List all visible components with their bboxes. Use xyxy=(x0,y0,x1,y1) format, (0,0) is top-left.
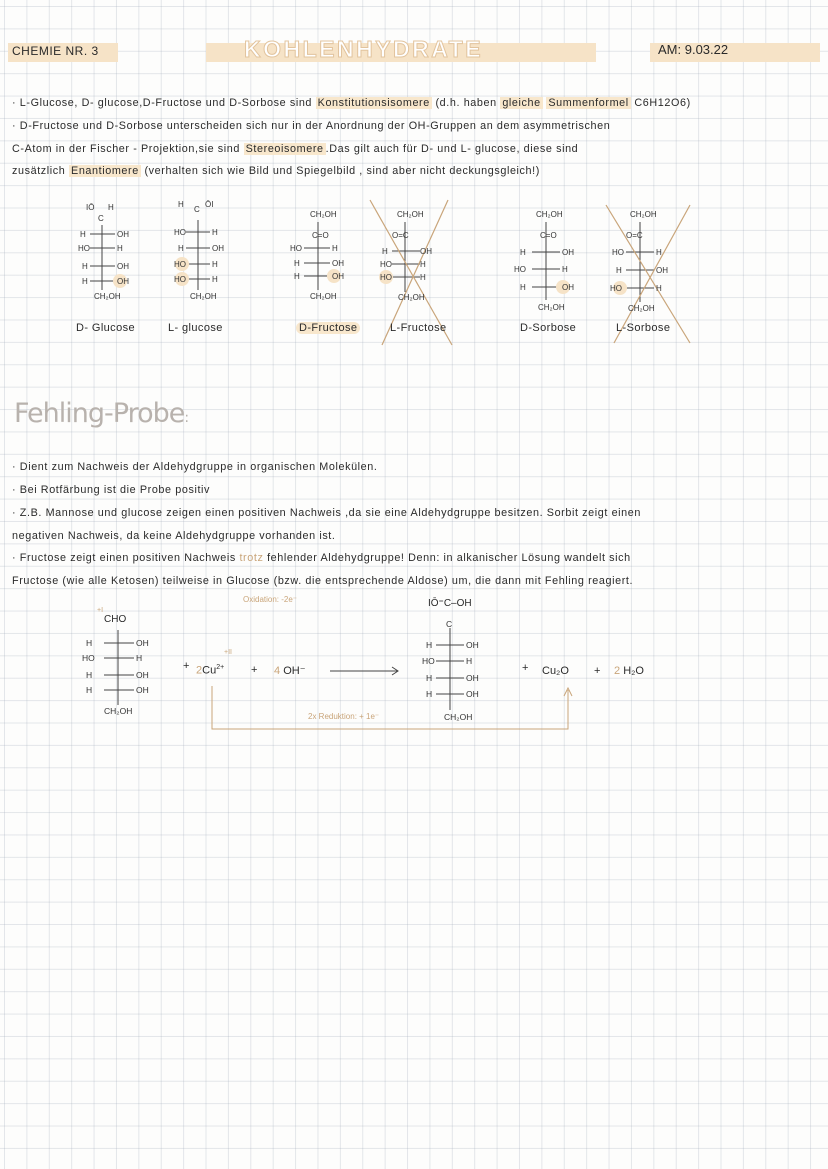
fehling-bullet-2: · Bei Rotfärbung ist die Probe positiv xyxy=(12,484,211,496)
svg-text:H: H xyxy=(86,638,93,648)
svg-text:H: H xyxy=(426,673,433,683)
svg-text:H: H xyxy=(656,248,662,257)
svg-text:HO: HO xyxy=(82,653,95,663)
svg-text:CH₂OH: CH₂OH xyxy=(398,293,425,302)
plus-sign-4: + xyxy=(594,665,601,677)
page-title: KOHLENHYDRATE xyxy=(244,36,484,62)
svg-text:H: H xyxy=(108,203,114,212)
svg-text:ŌI: ŌI xyxy=(205,200,214,209)
svg-text:H: H xyxy=(382,247,388,256)
product-carboxyl-group: IŌ⁼C–OH xyxy=(428,598,472,609)
fehling-text: Fructose zeigt einen positiven Nachweis xyxy=(19,552,236,564)
svg-text:HO: HO xyxy=(514,265,526,274)
copper-ion xyxy=(196,664,224,677)
fehling-text: Fructose (wie alle Ketosen) teilweise in Glucose (bzw. die entsprechende Aldose) um, die dann mit Fehling reagiert. xyxy=(12,575,634,587)
svg-text:H: H xyxy=(426,640,433,650)
svg-text:H: H xyxy=(562,265,568,274)
svg-text:HO: HO xyxy=(290,244,302,253)
oxidation-label: Oxidation: -2e⁻ xyxy=(243,595,298,604)
fehling-text: fehlender Aldehydgruppe! Denn: in alkanischer Lösung wandelt sich xyxy=(267,552,631,564)
term-stereoisomere: Stereoisomere xyxy=(245,143,324,155)
svg-text:OH: OH xyxy=(117,230,129,239)
svg-text:CH₂OH: CH₂OH xyxy=(628,304,655,313)
svg-text:H: H xyxy=(466,656,473,666)
svg-text:H: H xyxy=(616,266,622,275)
structure-name-l-glucose: L- glucose xyxy=(168,322,223,334)
svg-text:HO: HO xyxy=(174,228,186,237)
svg-text:HO: HO xyxy=(78,244,90,253)
svg-text:HO: HO xyxy=(380,273,392,282)
structure-name-d-glucose: D- Glucose xyxy=(76,322,136,334)
svg-text:HO: HO xyxy=(174,260,186,269)
section-title-colon: : xyxy=(184,410,189,426)
svg-text:H: H xyxy=(82,262,88,271)
copper-charge: 2+ xyxy=(216,664,225,671)
fehling-text: negativen Nachweis, da keine Aldehydgruppe vorhanden ist. xyxy=(12,530,336,542)
svg-text:OH: OH xyxy=(136,670,149,680)
term-gleiche: gleiche xyxy=(502,97,541,109)
hydroxide-coefficient: 4 xyxy=(274,665,281,677)
svg-text:OH: OH xyxy=(117,277,129,286)
copper-oxide: Cu₂O xyxy=(542,665,569,677)
svg-text:HO: HO xyxy=(610,284,622,293)
svg-text:OH: OH xyxy=(136,638,149,648)
oxidation-number-reactant: +I xyxy=(97,607,104,614)
fehling-bullet-4: · Fructose zeigt einen positiven Nachweis trotz fehlender Aldehydgruppe! Denn: in alkanischer Lösung wandelt sich xyxy=(12,552,631,564)
structure-name-l-fructose: L-Fructose xyxy=(390,322,447,334)
svg-text:IŌ: IŌ xyxy=(86,203,95,212)
intro-line-1: · L-Glucose, D- glucose,D-Fructose und D-Sorbose sind Konstitutionsisomere (d.h. haben gleiche Summenformel C6H12O6) xyxy=(12,97,691,109)
svg-text:CH₂OH: CH₂OH xyxy=(190,292,217,301)
formula: C6H12O6) xyxy=(634,97,691,109)
hydroxide-symbol: OH⁻ xyxy=(283,665,306,677)
svg-text:H: H xyxy=(136,653,143,663)
fehling-text: Bei Rotfärbung ist die Probe positiv xyxy=(19,484,211,496)
svg-text:OH: OH xyxy=(466,689,479,699)
term-summenformel: Summenformel xyxy=(548,97,629,109)
fehling-text-trotz: trotz xyxy=(239,552,264,564)
fehling-bullet-3: · Z.B. Mannose und glucose zeigen einen positiven Nachweis ,da sie eine Aldehydgruppe besitzen. Sorbit zeigt einen xyxy=(12,507,641,519)
svg-text:H: H xyxy=(212,228,218,237)
plus-sign-3: + xyxy=(522,662,529,674)
plus-sign-1: + xyxy=(183,660,190,672)
copper-symbol: Cu xyxy=(202,664,217,677)
svg-text:HO: HO xyxy=(174,275,186,284)
intro-line-2: · D-Fructose und D-Sorbose unterscheiden sich nur in der Anordnung der OH-Gruppen an dem asymmetrischen xyxy=(12,120,611,132)
svg-text:OH: OH xyxy=(136,685,149,695)
header-subject: CHEMIE NR. 3 xyxy=(12,44,99,58)
svg-text:C: C xyxy=(446,619,453,629)
svg-text:CH₂OH: CH₂OH xyxy=(104,706,133,716)
svg-text:HO: HO xyxy=(380,260,392,269)
svg-text:H: H xyxy=(520,248,526,257)
svg-text:H: H xyxy=(332,244,338,253)
svg-text:OH: OH xyxy=(562,248,574,257)
svg-text:O=C: O=C xyxy=(626,231,643,240)
term-enantiomere: Enantiomere xyxy=(71,165,139,177)
intro-text: (verhalten sich wie Bild und Spiegelbild , sind aber nicht deckungsgleich!) xyxy=(144,165,540,177)
svg-text:C: C xyxy=(98,214,104,223)
term-konstitutionsisomere: Konstitutionsisomere xyxy=(317,97,430,109)
svg-text:CH₂OH: CH₂OH xyxy=(397,210,424,219)
svg-text:OH: OH xyxy=(212,244,224,253)
water-coefficient: 2 xyxy=(614,665,621,677)
header-date: AM: 9.03.22 xyxy=(658,42,729,57)
svg-text:H: H xyxy=(294,272,300,281)
copper-coefficient: 2 xyxy=(196,664,203,677)
svg-text:C=O: C=O xyxy=(312,231,329,240)
svg-text:OH: OH xyxy=(562,283,574,292)
svg-text:H: H xyxy=(656,284,662,293)
intro-text: (d.h. haben xyxy=(435,97,497,109)
copper-oxidation-number: +II xyxy=(224,649,232,656)
intro-text: zusätzlich xyxy=(12,165,66,177)
plus-sign-2: + xyxy=(251,664,258,676)
reduction-label: 2x Reduktion: + 1e⁻ xyxy=(308,712,380,721)
svg-text:OH: OH xyxy=(332,259,344,268)
intro-text: D-Fructose und D-Sorbose unterscheiden sich nur in der Anordnung der OH-Gruppen an dem asymmetrischen xyxy=(19,120,611,132)
svg-text:H: H xyxy=(212,275,218,284)
svg-text:OH: OH xyxy=(332,272,344,281)
svg-text:OH: OH xyxy=(117,262,129,271)
intro-text: .Das gilt auch für D- und L- glucose, diese sind xyxy=(325,143,579,155)
svg-text:HO: HO xyxy=(422,656,435,666)
fehling-bullet-1: · Dient zum Nachweis der Aldehydgruppe in organischen Molekülen. xyxy=(12,461,378,473)
svg-text:HO: HO xyxy=(612,248,624,257)
svg-text:CH₂OH: CH₂OH xyxy=(310,292,337,301)
fehling-text: Dient zum Nachweis der Aldehydgruppe in organischen Molekülen. xyxy=(19,461,378,473)
fehling-text: Z.B. Mannose und glucose zeigen einen positiven Nachweis ,da sie eine Aldehydgruppe besitzen. Sorbit zeigt einen xyxy=(19,507,641,519)
svg-text:OH: OH xyxy=(466,673,479,683)
svg-text:C: C xyxy=(194,205,200,214)
svg-text:H: H xyxy=(86,670,93,680)
svg-text:H: H xyxy=(426,689,433,699)
structure-name-d-sorbose: D-Sorbose xyxy=(520,322,577,334)
svg-text:H: H xyxy=(117,244,123,253)
svg-text:H: H xyxy=(520,283,526,292)
structure-name-l-sorbose: L-Sorbose xyxy=(616,322,671,334)
hydroxide xyxy=(274,664,306,677)
intro-text: C-Atom in der Fischer - Projektion,sie sind xyxy=(12,143,241,155)
reactant-aldehyde-group: CHO xyxy=(104,614,127,625)
svg-text:O=C: O=C xyxy=(392,231,409,240)
svg-text:H: H xyxy=(80,230,86,239)
svg-text:CH₂OH: CH₂OH xyxy=(310,210,337,219)
section-title-text: Fehling-Probe xyxy=(14,398,185,429)
svg-text:H: H xyxy=(178,244,184,253)
svg-text:CH₂OH: CH₂OH xyxy=(630,210,657,219)
svg-text:H: H xyxy=(294,259,300,268)
svg-text:H: H xyxy=(86,685,93,695)
svg-text:C=O: C=O xyxy=(540,231,557,240)
svg-text:OH: OH xyxy=(466,640,479,650)
svg-text:H: H xyxy=(212,260,218,269)
structure-name-d-fructose: D-Fructose xyxy=(296,322,360,334)
water xyxy=(614,665,644,677)
svg-text:OH: OH xyxy=(420,247,432,256)
svg-text:CH₂OH: CH₂OH xyxy=(94,292,121,301)
svg-text:CH₂OH: CH₂OH xyxy=(536,210,563,219)
intro-text: L-Glucose, D- glucose,D-Fructose und D-Sorbose sind xyxy=(19,97,313,109)
svg-text:CH₂OH: CH₂OH xyxy=(538,303,565,312)
svg-text:CH₂OH: CH₂OH xyxy=(444,712,473,722)
svg-text:H: H xyxy=(420,260,426,269)
svg-text:H: H xyxy=(178,200,184,209)
svg-text:H: H xyxy=(82,277,88,286)
water-symbol: H₂O xyxy=(623,665,644,677)
svg-text:H: H xyxy=(420,273,426,282)
svg-text:OH: OH xyxy=(656,266,668,275)
